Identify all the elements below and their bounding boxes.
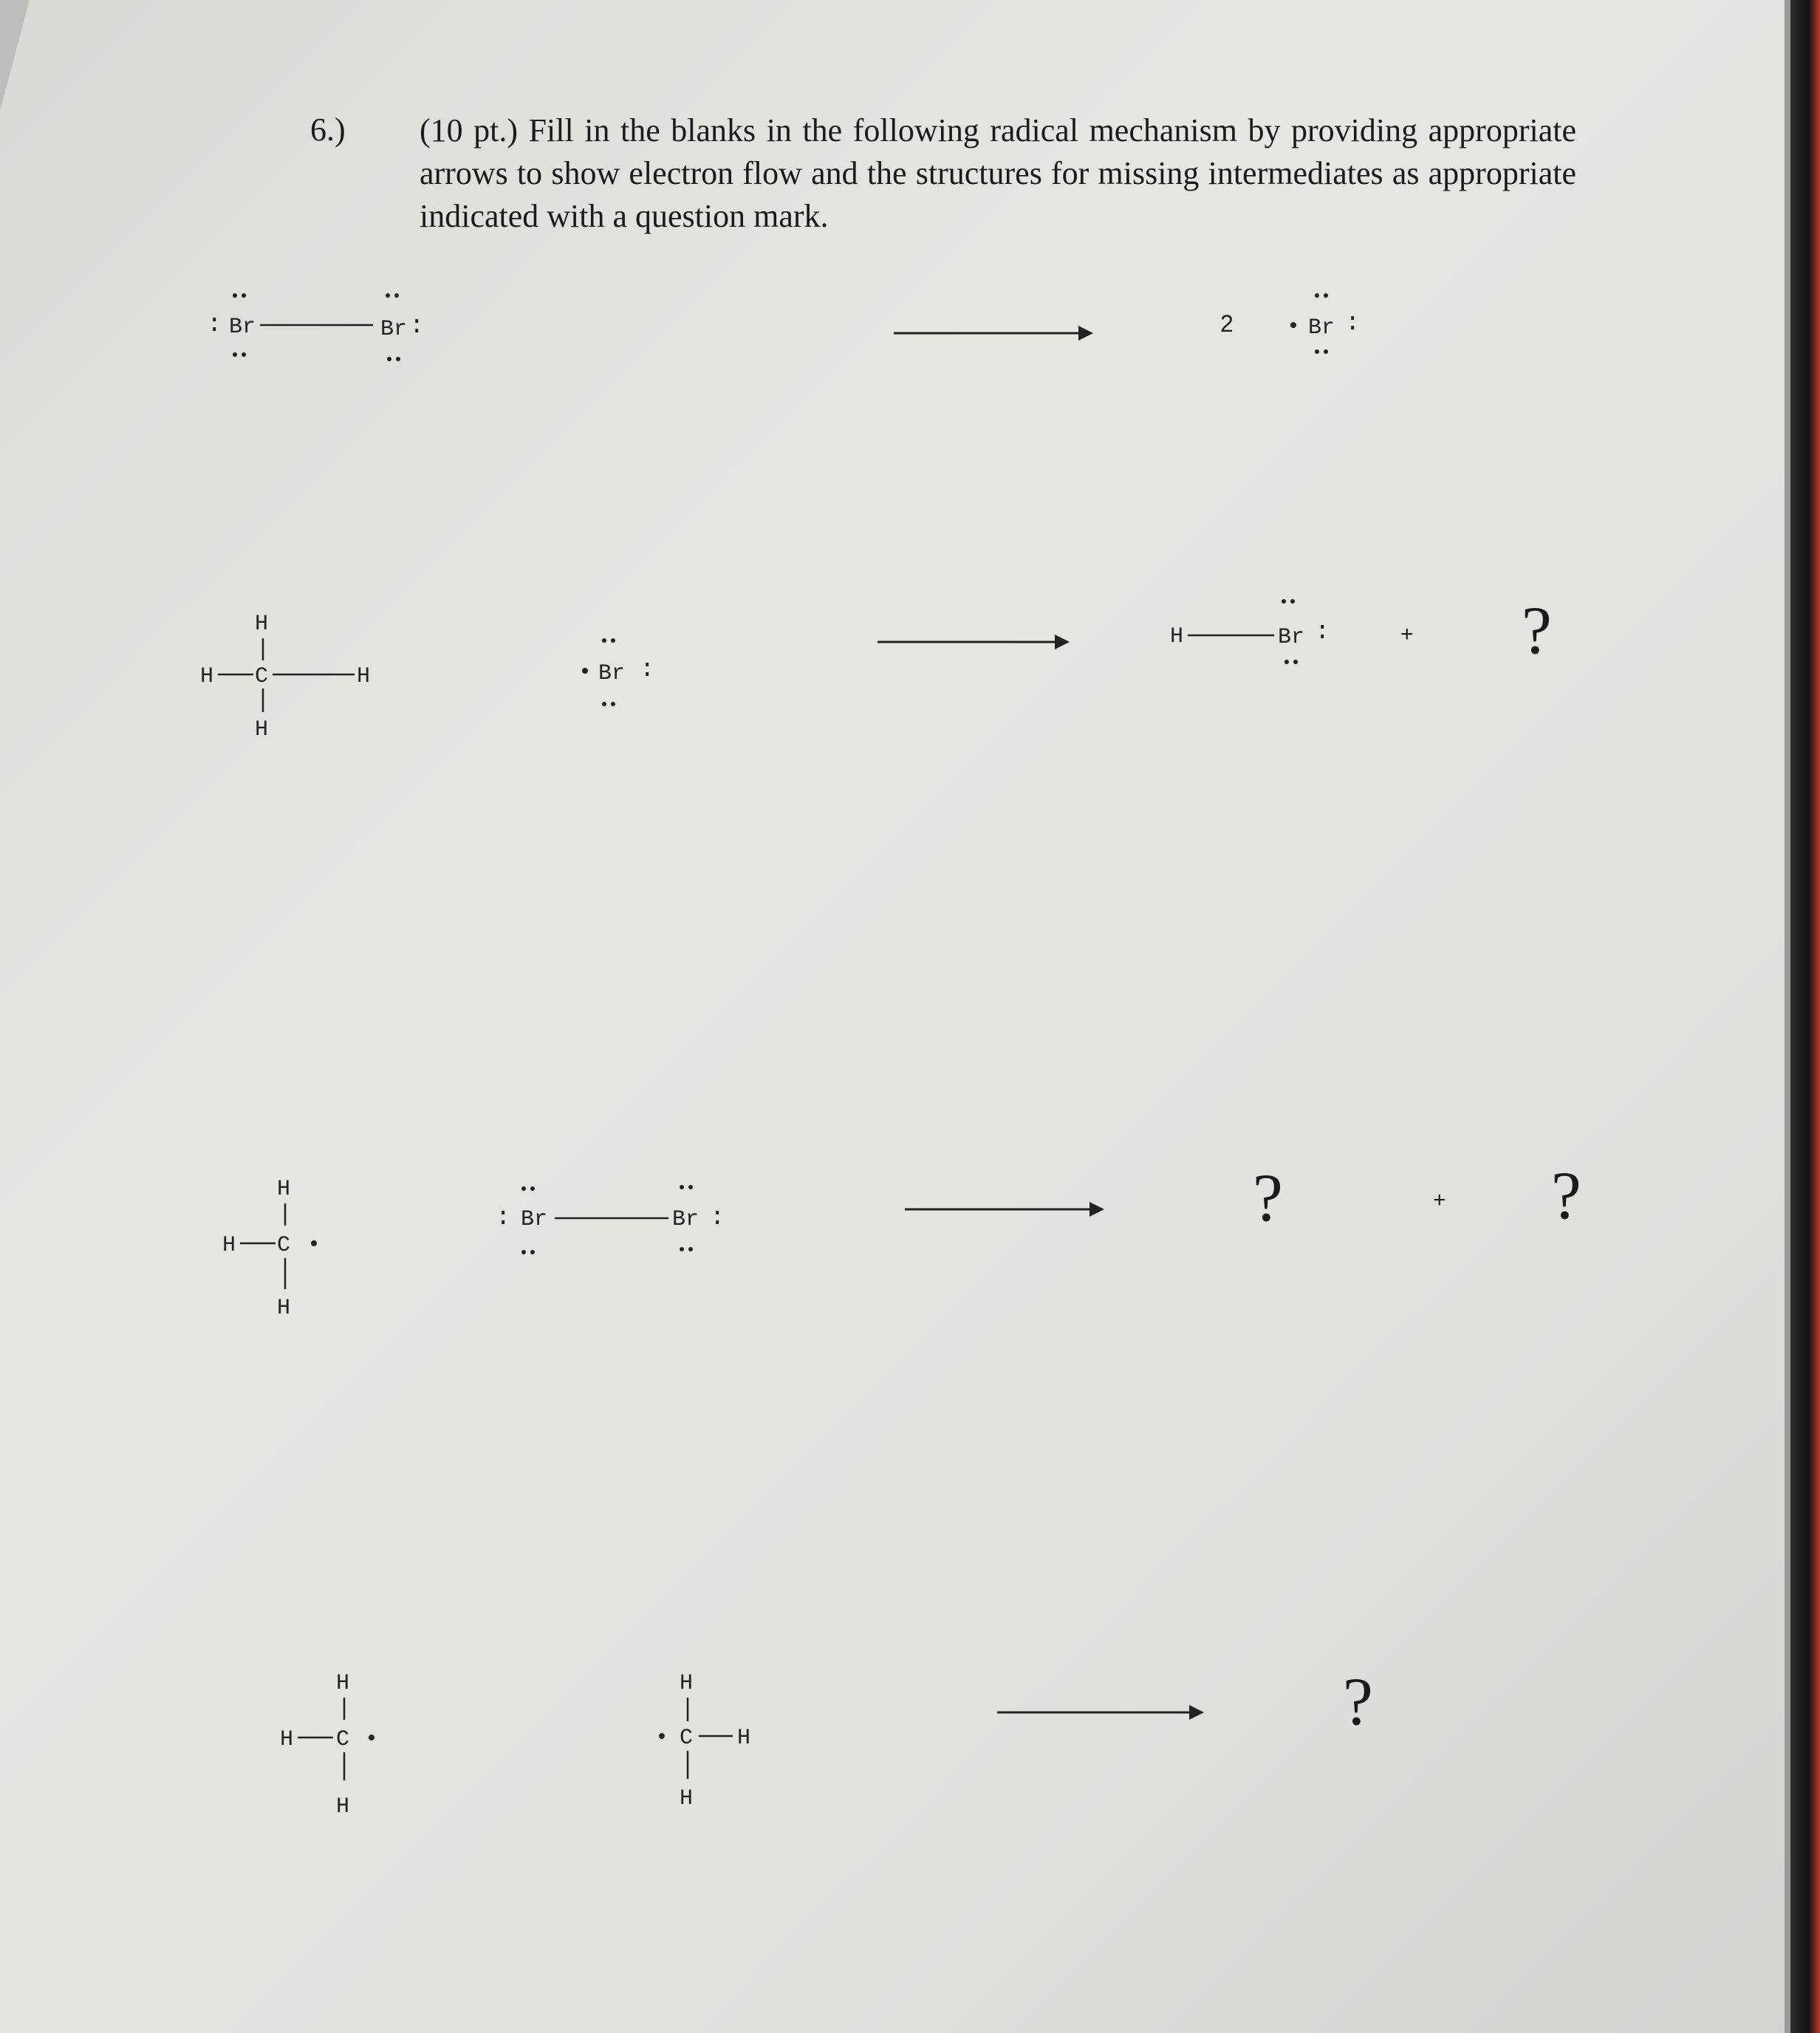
h-atom-bottom: H: [277, 1296, 291, 1321]
c-atom: C: [680, 1726, 694, 1751]
h-atom-top: H: [255, 612, 269, 637]
h-atom-left: H: [280, 1727, 294, 1752]
step3-plus: +: [1433, 1188, 1446, 1212]
svg-text::: :: [640, 656, 655, 684]
step1-reaction-arrow: [894, 322, 1093, 344]
question-text: (10 pt.) Fill in the blanks in the following radical mechanism by providing appropriate arrows to show electron flow and the structures for missing intermediates as appropriate indicated with a question mark.: [420, 112, 1576, 234]
br-atom-1: Br: [229, 315, 256, 340]
paper-shadow: [0, 0, 30, 111]
step2-reaction-arrow: [878, 631, 1070, 653]
c-atom: C: [255, 664, 269, 689]
step4-methyl-radical-2: [650, 1662, 776, 1828]
step1-br2-molecule: [199, 281, 436, 380]
h-atom-left: H: [200, 664, 214, 689]
h-atom-right: H: [737, 1726, 751, 1751]
svg-text::: :: [496, 1204, 511, 1232]
svg-text::: :: [710, 1204, 725, 1232]
step3-methyl-radical: [218, 1171, 343, 1330]
h-atom-top: H: [336, 1671, 350, 1696]
step3-unknown-product-2[interactable]: ?: [1551, 1158, 1581, 1233]
br-atom: Br: [598, 661, 626, 686]
step1-br-radical: [1282, 281, 1385, 373]
step4-reaction-arrow: [997, 1701, 1204, 1723]
step2-methane: [196, 606, 388, 757]
h-atom-top: H: [277, 1177, 291, 1202]
c-atom: C: [277, 1233, 291, 1258]
step3-reaction-arrow: [905, 1198, 1104, 1220]
step2-plus: +: [1400, 622, 1414, 646]
h-atom-bottom: H: [680, 1786, 694, 1811]
br-atom: Br: [1308, 315, 1335, 341]
h-atom-bottom: H: [255, 717, 269, 742]
br-atom-2: Br: [380, 317, 408, 342]
c-atom: C: [336, 1727, 350, 1752]
svg-text::: :: [207, 311, 222, 339]
step3-unknown-product-1[interactable]: ?: [1253, 1160, 1283, 1235]
h-atom-top: H: [680, 1671, 694, 1696]
h-atom-right: H: [357, 664, 371, 689]
h-atom-left: H: [222, 1233, 236, 1258]
svg-text::: :: [409, 312, 425, 341]
h-atom: H: [1170, 624, 1184, 649]
step2-hbr-product: [1167, 584, 1337, 683]
h-atom-bottom: H: [336, 1794, 350, 1820]
step2-br-radical: [576, 624, 665, 724]
step1-coefficient: 2: [1220, 310, 1234, 337]
svg-text::: :: [1315, 618, 1330, 646]
step4-methyl-radical-1: [277, 1662, 403, 1828]
step2-unknown-product[interactable]: ?: [1522, 592, 1552, 668]
svg-text::: :: [1345, 310, 1361, 338]
step4-unknown-product[interactable]: ?: [1343, 1664, 1373, 1739]
page-edge: [1785, 0, 1790, 2033]
binder-edge: [1790, 0, 1820, 2033]
step3-br2-molecule: [491, 1171, 735, 1271]
br-atom-2: Br: [672, 1207, 699, 1232]
br-atom: Br: [1278, 625, 1305, 650]
question-number: 6.): [310, 112, 346, 148]
br-atom-1: Br: [521, 1207, 548, 1232]
